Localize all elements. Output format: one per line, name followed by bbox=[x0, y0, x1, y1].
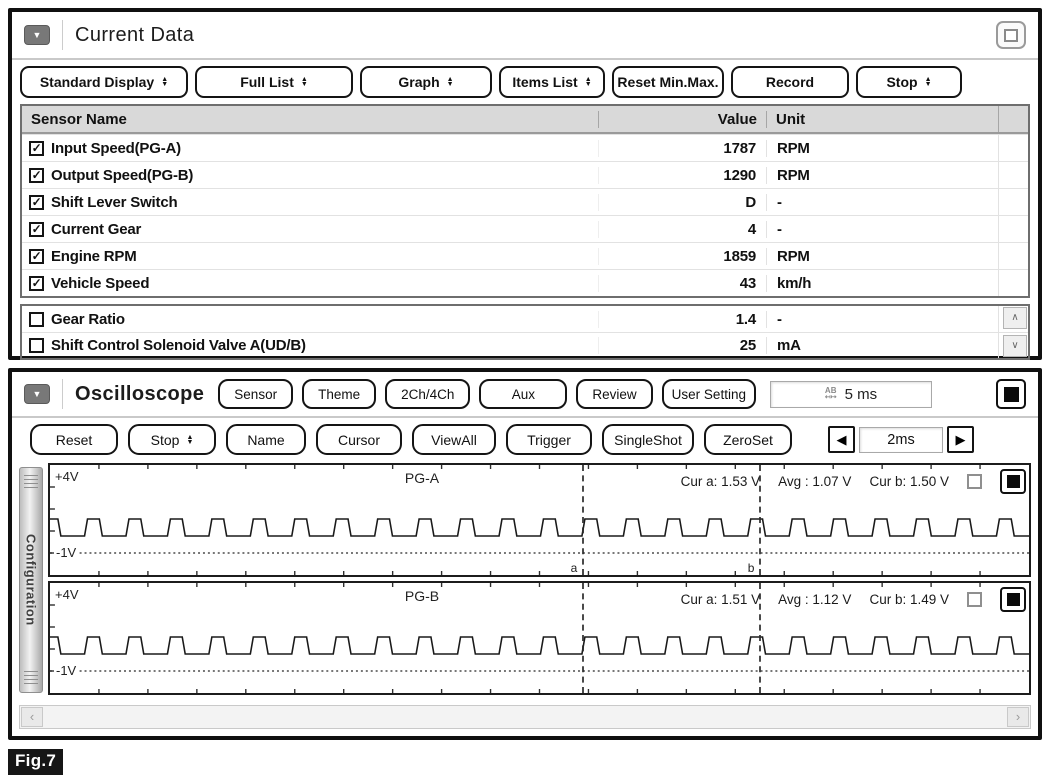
sensor-value: 43 bbox=[598, 275, 766, 292]
timebase-prev-icon[interactable]: ◀ bbox=[828, 426, 855, 453]
oscilloscope-titlebar bbox=[12, 372, 1038, 418]
avg-readout: Avg : 1.12 V bbox=[778, 592, 852, 607]
record-button[interactable] bbox=[731, 66, 849, 98]
channel-name: PG-B bbox=[404, 588, 440, 604]
cursor-a-readout: Cur a: 1.51 V bbox=[680, 592, 761, 607]
cursor-a-label: a bbox=[570, 561, 578, 575]
view-mode-label: Graph bbox=[398, 74, 440, 90]
sensor-name: Vehicle Speed bbox=[51, 274, 150, 292]
sensor-value: 1290 bbox=[598, 167, 766, 184]
zero-set-button[interactable] bbox=[704, 424, 792, 455]
sensor-table bbox=[20, 104, 1030, 298]
sensor-unit: mA bbox=[766, 337, 998, 354]
scroll-left-icon[interactable]: ‹ bbox=[21, 707, 43, 727]
configuration-tab[interactable] bbox=[19, 467, 43, 693]
row-spacer bbox=[998, 216, 1028, 242]
sensor-name: Shift Control Solenoid Valve A(UD/B) bbox=[51, 337, 306, 354]
sensor-value: 1.4 bbox=[598, 311, 766, 328]
titlebar-divider bbox=[62, 20, 63, 50]
single-shot-button[interactable] bbox=[602, 424, 694, 455]
sensor-value: 4 bbox=[598, 221, 766, 238]
configuration-label: Configuration bbox=[23, 534, 39, 626]
sensor-unit: km/h bbox=[766, 275, 998, 292]
table-row[interactable] bbox=[22, 161, 1028, 188]
row-checkbox[interactable] bbox=[29, 276, 44, 291]
maximize-icon bbox=[1004, 29, 1018, 42]
spinner-icon: ▲ ▼ bbox=[300, 76, 308, 88]
row-spacer bbox=[998, 270, 1028, 296]
channel-mode-button[interactable]: 2Ch/4Ch bbox=[385, 379, 470, 409]
channel-pg-a bbox=[48, 463, 1031, 577]
row-spacer bbox=[998, 135, 1028, 161]
items-list-label: Items List bbox=[512, 74, 578, 90]
sensor-name: Shift Lever Switch bbox=[51, 193, 178, 211]
row-spacer bbox=[998, 162, 1028, 188]
trigger-label: Trigger bbox=[527, 431, 571, 448]
maximize-button[interactable] bbox=[996, 21, 1026, 49]
row-checkbox[interactable] bbox=[29, 249, 44, 264]
current-data-toolbar bbox=[12, 60, 1038, 104]
figure-caption: Fig.7 bbox=[8, 749, 63, 775]
spinner-icon: ▲ ▼ bbox=[446, 76, 454, 88]
timebase-control bbox=[828, 426, 974, 453]
spinner-icon: ▲ ▼ bbox=[186, 433, 194, 446]
timebase-value: 2ms bbox=[859, 427, 943, 453]
spinner-icon: ▲ ▼ bbox=[924, 76, 932, 88]
name-label: Name bbox=[247, 431, 285, 448]
reset-label: Reset bbox=[55, 431, 93, 448]
stop-dropdown[interactable] bbox=[856, 66, 962, 98]
channels-container bbox=[48, 463, 1031, 695]
trigger-button[interactable] bbox=[506, 424, 592, 455]
sensor-unit: - bbox=[766, 194, 998, 211]
cursor-b-readout: Cur b: 1.50 V bbox=[869, 474, 949, 489]
sensor-name: Input Speed(PG-A) bbox=[51, 139, 181, 157]
table-row[interactable] bbox=[22, 332, 1028, 358]
sensor-table-extra bbox=[20, 304, 1030, 360]
scroll-up-icon[interactable]: ∧ bbox=[1003, 307, 1027, 329]
name-button[interactable] bbox=[226, 424, 306, 455]
spinner-icon: ▲ ▼ bbox=[161, 76, 169, 88]
scroll-right-icon[interactable]: › bbox=[1007, 707, 1029, 727]
spinner-icon: ▲ ▼ bbox=[584, 76, 592, 88]
top-voltage-label: +4V bbox=[55, 587, 79, 602]
row-spacer bbox=[998, 243, 1028, 269]
header-spacer bbox=[998, 106, 1028, 132]
channel-header bbox=[50, 585, 1029, 609]
table-row[interactable] bbox=[22, 242, 1028, 269]
row-spacer bbox=[998, 189, 1028, 215]
sensor-unit: RPM bbox=[766, 167, 998, 184]
stop-label: Stop bbox=[886, 74, 918, 90]
reset-button[interactable] bbox=[30, 424, 118, 455]
list-mode-dropdown[interactable] bbox=[195, 66, 353, 98]
channel-name: PG-A bbox=[404, 470, 440, 486]
header-unit: Unit bbox=[766, 111, 998, 128]
titlebar-divider bbox=[62, 379, 63, 409]
table-row[interactable] bbox=[22, 215, 1028, 242]
reset-minmax-label: Reset Min.Max. bbox=[617, 74, 719, 90]
view-all-label: ViewAll bbox=[431, 431, 477, 448]
current-data-window bbox=[8, 8, 1042, 360]
sensor-name: Engine RPM bbox=[51, 247, 137, 265]
table-row[interactable] bbox=[22, 306, 1028, 332]
row-checkbox[interactable] bbox=[29, 141, 44, 156]
sensor-value: 1859 bbox=[598, 248, 766, 265]
channel-checkbox[interactable] bbox=[967, 474, 982, 489]
ab-time-value: 5 ms bbox=[844, 385, 878, 403]
collapse-icon[interactable]: ▼ bbox=[24, 25, 50, 45]
timebase-next-icon[interactable]: ▶ bbox=[947, 426, 974, 453]
channel-checkbox[interactable] bbox=[967, 592, 982, 607]
bottom-voltage-label: -1V bbox=[56, 545, 77, 560]
bottom-voltage-label: -1V bbox=[56, 663, 77, 678]
black-square-icon bbox=[1004, 387, 1019, 402]
row-checkbox[interactable] bbox=[29, 338, 44, 353]
channel-header bbox=[50, 467, 1029, 491]
ab-time-display bbox=[770, 381, 932, 408]
header-value: Value bbox=[598, 111, 766, 128]
black-square-icon bbox=[1007, 475, 1020, 488]
user-setting-button[interactable]: User Setting bbox=[662, 379, 756, 409]
sensor-value: 25 bbox=[598, 337, 766, 354]
sensor-unit: - bbox=[766, 311, 998, 328]
collapse-icon[interactable]: ▼ bbox=[24, 384, 50, 404]
channel-pg-b bbox=[48, 581, 1031, 695]
scope-area bbox=[19, 463, 1031, 699]
sensor-value: 1787 bbox=[598, 140, 766, 157]
aux-button[interactable]: Aux bbox=[479, 379, 567, 409]
channel-stop-button[interactable] bbox=[1000, 587, 1026, 612]
header-sensor-name: Sensor Name bbox=[31, 110, 127, 128]
row-checkbox[interactable] bbox=[29, 222, 44, 237]
page-title: Current Data bbox=[75, 23, 195, 46]
cursor-b-readout: Cur b: 1.49 V bbox=[869, 592, 949, 607]
view-all-button[interactable] bbox=[412, 424, 496, 455]
cursor-label: Cursor bbox=[337, 431, 380, 448]
row-checkbox[interactable] bbox=[29, 195, 44, 210]
table-row[interactable] bbox=[22, 134, 1028, 161]
sensor-name: Current Gear bbox=[51, 220, 142, 238]
current-data-titlebar bbox=[12, 12, 1038, 60]
reset-minmax-button[interactable] bbox=[612, 66, 724, 98]
channel-stop-button[interactable] bbox=[1000, 469, 1026, 494]
zero-set-label: ZeroSet bbox=[723, 431, 773, 448]
cursor-b-label: b bbox=[747, 561, 755, 575]
horizontal-scrollbar[interactable] bbox=[19, 705, 1031, 729]
row-checkbox[interactable] bbox=[29, 168, 44, 183]
table-row[interactable] bbox=[22, 188, 1028, 215]
avg-readout: Avg : 1.07 V bbox=[778, 474, 852, 489]
theme-button[interactable]: Theme bbox=[302, 379, 376, 409]
ab-cursor-icon: AB ↤↦ bbox=[824, 386, 837, 401]
sensor-unit: - bbox=[766, 221, 998, 238]
black-square-icon bbox=[1007, 593, 1020, 606]
sensor-unit: RPM bbox=[766, 248, 998, 265]
list-mode-label: Full List bbox=[240, 74, 294, 90]
sensor-button[interactable]: Sensor bbox=[218, 379, 293, 409]
cursor-a-readout: Cur a: 1.53 V bbox=[680, 474, 761, 489]
cursor-button[interactable] bbox=[316, 424, 402, 455]
sensor-name: Gear Ratio bbox=[51, 310, 125, 328]
single-shot-label: SingleShot bbox=[614, 431, 682, 448]
review-button[interactable]: Review bbox=[576, 379, 652, 409]
sensor-unit: RPM bbox=[766, 140, 998, 157]
oscilloscope-window bbox=[8, 368, 1042, 740]
scope-stop-indicator-button[interactable] bbox=[996, 379, 1026, 409]
items-list-dropdown[interactable] bbox=[499, 66, 605, 98]
oscilloscope-toolbar bbox=[12, 418, 1038, 461]
sensor-value: D bbox=[598, 194, 766, 211]
scope-header-buttons bbox=[218, 379, 756, 409]
view-mode-dropdown[interactable] bbox=[360, 66, 492, 98]
display-mode-label: Standard Display bbox=[39, 74, 155, 90]
display-mode-dropdown[interactable] bbox=[20, 66, 188, 98]
scroll-down-icon[interactable]: ∨ bbox=[1003, 335, 1027, 357]
stop-label: Stop bbox=[150, 431, 180, 448]
table-header bbox=[22, 106, 1028, 134]
stop-dropdown[interactable] bbox=[128, 424, 216, 455]
table-row[interactable] bbox=[22, 269, 1028, 296]
top-voltage-label: +4V bbox=[55, 469, 79, 484]
row-checkbox[interactable] bbox=[29, 312, 44, 327]
page-title: Oscilloscope bbox=[75, 382, 205, 405]
record-label: Record bbox=[765, 74, 815, 90]
sensor-name: Output Speed(PG-B) bbox=[51, 166, 194, 184]
